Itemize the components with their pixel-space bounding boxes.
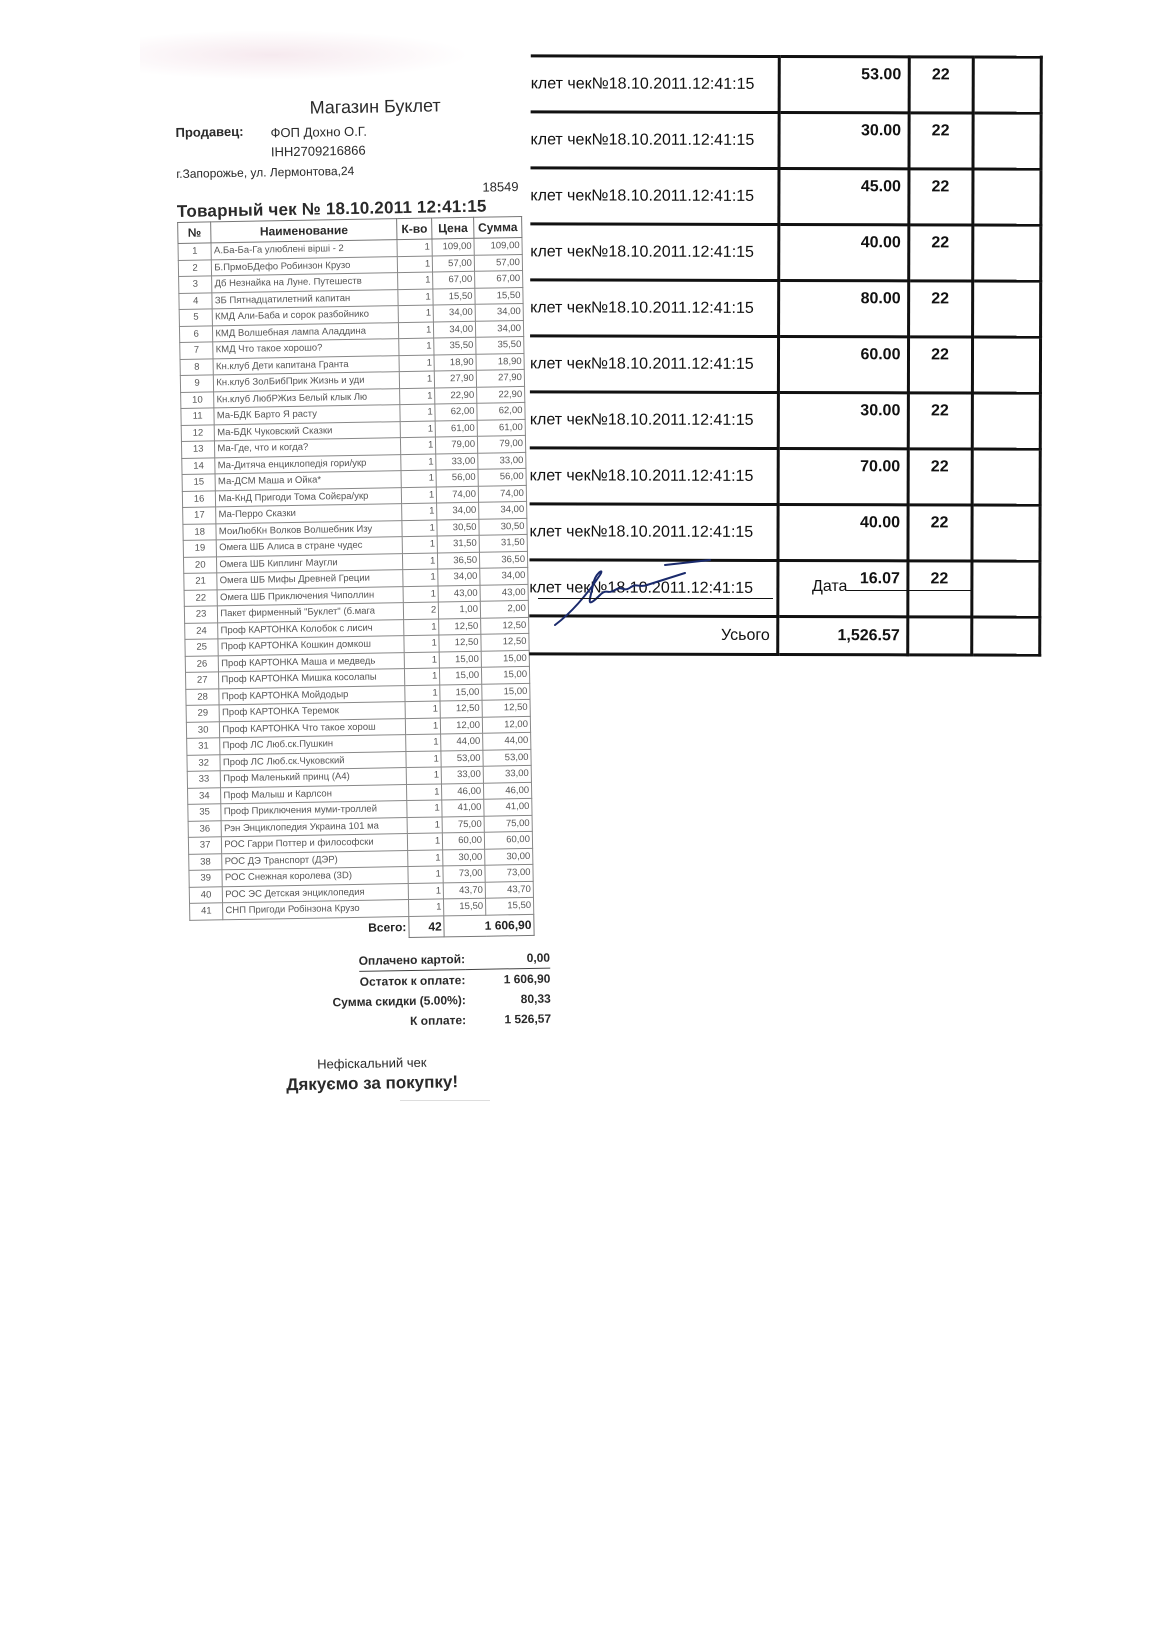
item-qty: 1 [408, 849, 444, 866]
item-name: Пакет фирменный "Буклет" (б.мага [218, 603, 404, 623]
item-qty: 1 [401, 486, 437, 503]
ledger-row [531, 56, 1041, 113]
item-sum: 109,00 [474, 237, 522, 254]
item-num: 12 [181, 424, 215, 441]
item-qty: 1 [401, 453, 437, 470]
item-price: 41,00 [442, 799, 484, 816]
ledger-row [529, 504, 1039, 561]
item-price: 53,00 [441, 750, 483, 767]
item-name: Проф ЛС Люб.ск.Пушкин [220, 735, 406, 755]
ledger-row [530, 448, 1040, 505]
col-header-sum: Сумма [474, 216, 522, 238]
item-qty: 1 [399, 355, 435, 372]
item-name: Проф КАРТОНКА Колобок с лисич [218, 619, 404, 639]
item-price: 56,00 [436, 469, 478, 486]
item-name: КМД Что такое хорошо? [213, 339, 399, 359]
item-sum: 79,00 [477, 435, 525, 452]
ledger-amount: 45.00 [778, 168, 908, 224]
paid-card-value: 0,00 [465, 947, 550, 969]
item-sum: 31,50 [479, 534, 527, 551]
item-num: 21 [184, 573, 218, 590]
item-num: 32 [187, 754, 221, 771]
ledger-qty: 22 [908, 449, 972, 505]
ledger-empty-cell [972, 337, 1040, 393]
item-num: 28 [186, 688, 220, 705]
item-qty: 1 [397, 256, 433, 273]
ledger-total-value: 1,526.57 [777, 616, 907, 654]
ledger-item-name: клет чек№18.10.2011.12:41:15 [530, 448, 778, 505]
item-num: 15 [182, 474, 216, 491]
item-price: 33,00 [436, 453, 478, 470]
item-num: 34 [188, 787, 222, 804]
item-price: 43,00 [438, 585, 480, 602]
item-num: 17 [183, 507, 217, 524]
ledger-item-name: клет чек№18.10.2011.12:41:15 [529, 504, 777, 561]
item-num: 10 [181, 391, 215, 408]
ledger-row [530, 168, 1040, 225]
item-name: Проф КАРТОНКА Маша и медведь [219, 652, 405, 672]
item-name: Проф КАРТОНКА Мишка косолапы [219, 669, 405, 689]
item-name: Ма-КнД Пригоди Тома Сойєра/укр [216, 487, 402, 507]
item-sum: 2,00 [480, 600, 528, 617]
item-qty: 1 [402, 552, 438, 569]
item-price: 43,70 [444, 882, 486, 899]
ledger-empty-cell [972, 113, 1040, 169]
payment-summary [190, 947, 551, 1034]
item-qty: 1 [400, 421, 436, 438]
item-name: РОС ДЭ Транспорт (ДЭР) [222, 850, 408, 870]
item-price: 12,00 [441, 717, 483, 734]
ledger-amount: 30.00 [778, 112, 908, 168]
item-name: Ма-Дитяча енциклопедiя гори/укр [215, 454, 401, 474]
item-price: 74,00 [437, 486, 479, 503]
item-price: 15,00 [440, 684, 482, 701]
item-name: А.Ба-Ба-Га улюбленi вiршi - 2 [211, 240, 397, 260]
item-qty: 1 [402, 519, 438, 536]
item-name: МоиЛюбКн Волков Волшебник Изу [216, 520, 402, 540]
item-name: Проф КАРТОНКА Теремок [219, 702, 405, 722]
ledger-item-name: клет чек№18.10.2011.12:41:15 [530, 168, 778, 225]
item-price: 62,00 [435, 403, 477, 420]
item-price: 73,00 [443, 865, 485, 882]
ledger-total-empty-cell [971, 617, 1039, 655]
item-name: Омега ШБ Киплинг Маугли [217, 553, 403, 573]
item-qty: 1 [403, 585, 439, 602]
item-qty: 1 [401, 503, 437, 520]
seller-name: ФОП Дохно О.Г. [270, 123, 368, 141]
item-num: 7 [180, 342, 214, 359]
item-name: Омега ШБ Алиса в стране чудес [217, 537, 403, 557]
item-sum: 46,00 [483, 782, 531, 799]
item-num: 40 [189, 886, 223, 903]
ledger-item-name: клет чек№18.10.2011.12:41:15 [529, 560, 777, 617]
item-name: Ма-БДК Барто Я расту [214, 405, 400, 425]
item-name: КМД Али-Баба и сорок разбойнико [212, 306, 398, 326]
ledger-item-name: клет чек№18.10.2011.12:41:15 [530, 392, 778, 449]
ledger-qty: 22 [908, 281, 972, 337]
item-name: Б.ПрмоБДефо Робинзон Крузо [212, 256, 398, 276]
item-name: Кн.клуб ЗолБибПрик Жизнь и уди [214, 372, 400, 392]
ledger-qty: 22 [907, 505, 971, 561]
item-qty: 1 [397, 239, 433, 256]
item-sum: 35,50 [476, 336, 524, 353]
item-num: 31 [187, 738, 221, 755]
ledger-empty-cell [972, 169, 1040, 225]
item-qty: 1 [399, 388, 435, 405]
item-sum: 67,00 [475, 270, 523, 287]
ledger-amount: 30.00 [778, 392, 908, 448]
ledger-qty: 22 [908, 337, 972, 393]
item-sum: 53,00 [483, 749, 531, 766]
seller-inn: IНН2709216866 [270, 142, 366, 160]
item-num: 2 [178, 259, 212, 276]
seller-address: г.Запорожье, ул. Лермонтова,24 [176, 163, 355, 181]
ledger-item-name: клет чек№18.10.2011.12:41:15 [530, 224, 778, 281]
item-price: 46,00 [442, 783, 484, 800]
item-name: Проф Приключения муми-троллей [221, 801, 407, 821]
item-name: Ма-БДК Чуковский Сказки [215, 421, 401, 441]
ledger-qty: 22 [909, 57, 973, 113]
item-sum: 15,00 [481, 666, 529, 683]
thanks-message: Дякуємо за покупку! [286, 1071, 459, 1094]
item-price: 15,50 [433, 288, 475, 305]
item-price: 15,50 [444, 898, 486, 915]
item-name: Ма-ДСМ Маша и Ойка* [215, 471, 401, 491]
item-num: 33 [187, 771, 221, 788]
item-qty: 1 [400, 404, 436, 421]
item-price: 30,00 [443, 849, 485, 866]
item-name: Проф КАРТОНКА Что такое хорош [220, 718, 406, 738]
remaining-label: Остаток к оплате: [359, 972, 466, 989]
item-num: 3 [179, 276, 213, 293]
item-sum: 34,00 [480, 567, 528, 584]
item-num: 22 [184, 589, 218, 606]
item-price: 67,00 [433, 271, 475, 288]
ledger-empty-cell [971, 561, 1039, 617]
item-price: 34,00 [434, 321, 476, 338]
ledger-qty: 22 [908, 393, 972, 449]
item-num: 39 [189, 870, 223, 887]
item-price: 30,50 [437, 519, 479, 536]
item-name: РОС ЭС Детская энциклопедия [223, 883, 409, 903]
item-sum: 34,00 [475, 320, 523, 337]
item-name: РОС Снежная королева (3D) [222, 867, 408, 887]
item-price: 75,00 [442, 816, 484, 833]
signature [545, 555, 745, 635]
item-qty: 1 [405, 701, 441, 718]
col-header-qty: К-во [396, 218, 432, 240]
ledger-row [530, 280, 1040, 337]
item-name: Ма-Перро Сказки [216, 504, 402, 524]
nonfiscal-note: Нефiскальний чек [317, 1054, 427, 1072]
item-sum: 33,00 [483, 765, 531, 782]
item-num: 23 [184, 606, 218, 623]
item-qty: 2 [403, 602, 439, 619]
item-num: 41 [190, 903, 224, 920]
item-sum: 75,00 [484, 815, 532, 832]
item-qty: 1 [399, 338, 435, 355]
item-num: 9 [180, 375, 214, 392]
ledger-qty: 22 [907, 561, 971, 617]
item-num: 19 [183, 540, 217, 557]
item-price: 18,90 [434, 354, 476, 371]
total-qty: 42 [409, 915, 445, 937]
item-name: Рэн Энциклопедия Украина 101 ма [221, 817, 407, 837]
item-num: 38 [189, 853, 223, 870]
item-name: Проф ЛС Люб.ск.Чуковский [220, 751, 406, 771]
ledger-amount: 80.00 [778, 280, 908, 336]
item-num: 24 [185, 622, 219, 639]
item-sum: 41,00 [484, 798, 532, 815]
item-qty: 1 [408, 882, 444, 899]
item-qty: 1 [404, 668, 440, 685]
items-table [177, 216, 535, 941]
item-qty: 1 [407, 816, 443, 833]
item-sum: 15,00 [481, 650, 529, 667]
discount-label: Сумма скидки (5.00%): [332, 992, 466, 1009]
item-num: 5 [179, 309, 213, 326]
ledger-empty-cell [972, 393, 1040, 449]
ledger-total-label: Усього [529, 616, 777, 655]
item-num: 1 [178, 243, 212, 260]
item-qty: 1 [407, 800, 443, 817]
ledger-amount: 60.00 [778, 336, 908, 392]
item-qty: 1 [398, 305, 434, 322]
item-price: 1,00 [439, 601, 481, 618]
item-sum: 57,00 [474, 254, 522, 271]
total-sum: 1 606,90 [444, 914, 534, 937]
ledger-row [530, 336, 1040, 393]
item-price: 79,00 [436, 436, 478, 453]
item-name: Омега ШБ Мифы Древней Греции [217, 570, 403, 590]
item-sum: 34,00 [475, 303, 523, 320]
ledger-qty: 22 [908, 113, 972, 169]
item-sum: 74,00 [478, 485, 526, 502]
item-qty: 1 [397, 272, 433, 289]
ledger-amount: 40.00 [777, 504, 907, 560]
items-body [178, 237, 534, 919]
ledger-amount: 16.07 [777, 560, 907, 616]
receipt-title: Товарный чек № 18.10.2011 12:41:15 [176, 196, 487, 221]
item-sum: 12,00 [482, 716, 530, 733]
item-name: Омега ШБ Приключения Чиполлин [217, 586, 403, 606]
item-sum: 30,00 [485, 848, 533, 865]
item-qty: 1 [408, 899, 444, 916]
item-price: 12,50 [439, 618, 481, 635]
item-qty: 1 [401, 470, 437, 487]
item-price: 60,00 [443, 832, 485, 849]
paid-card-label: Оплачено картой: [358, 949, 465, 972]
item-price: 31,50 [437, 535, 479, 552]
item-qty: 1 [402, 536, 438, 553]
item-price: 12,50 [439, 634, 481, 651]
item-num: 36 [188, 820, 222, 837]
item-sum: 43,00 [480, 584, 528, 601]
item-sum: 15,50 [475, 287, 523, 304]
item-num: 30 [186, 721, 220, 738]
item-num: 35 [188, 804, 222, 821]
ledger-item-name: клет чек№18.10.2011.12:41:15 [530, 336, 778, 393]
item-num: 14 [182, 457, 216, 474]
item-sum: 12,50 [482, 699, 530, 716]
ledger-item-name: клет чек№18.10.2011.12:41:15 [530, 112, 778, 169]
item-num: 8 [180, 358, 214, 375]
item-name: СНП Пригоди Робiнзона Крузо [223, 900, 409, 920]
item-qty: 1 [406, 783, 442, 800]
item-qty: 1 [398, 289, 434, 306]
item-sum: 34,00 [479, 501, 527, 518]
scan-mark [400, 1100, 490, 1101]
item-num: 20 [183, 556, 217, 573]
item-sum: 36,50 [479, 551, 527, 568]
remaining-value: 1 606,90 [503, 971, 551, 986]
item-num: 6 [179, 325, 213, 342]
ledger-empty-cell [972, 225, 1040, 281]
item-qty: 1 [404, 635, 440, 652]
item-qty: 1 [399, 371, 435, 388]
ledger-empty-cell [973, 57, 1041, 113]
ledger-amount: 40.00 [778, 224, 908, 280]
item-price: 44,00 [441, 733, 483, 750]
item-price: 61,00 [435, 420, 477, 437]
item-num: 13 [181, 441, 215, 458]
date-field [812, 578, 972, 596]
item-qty: 1 [404, 651, 440, 668]
item-sum: 33,00 [478, 452, 526, 469]
item-qty: 1 [408, 866, 444, 883]
item-qty: 1 [407, 833, 443, 850]
col-header-name: Наименование [211, 219, 397, 243]
document-number: 18549 [482, 179, 519, 195]
item-num: 29 [186, 705, 220, 722]
item-qty: 1 [406, 767, 442, 784]
item-qty: 1 [403, 569, 439, 586]
item-sum: 12,50 [481, 633, 529, 650]
to-pay-value: 1 526,57 [504, 1011, 552, 1026]
item-sum: 15,00 [482, 683, 530, 700]
item-sum: 73,00 [485, 864, 533, 881]
item-qty: 1 [406, 734, 442, 751]
item-price: 57,00 [433, 255, 475, 272]
item-price: 22,90 [435, 387, 477, 404]
item-qty: 1 [400, 437, 436, 454]
seller-block [175, 119, 536, 163]
item-sum: 44,00 [483, 732, 531, 749]
item-sum: 12,50 [481, 617, 529, 634]
item-sum: 60,00 [484, 831, 532, 848]
shop-name: Магазин Буклет [309, 95, 441, 118]
item-sum: 30,50 [479, 518, 527, 535]
item-sum: 22,90 [477, 386, 525, 403]
item-sum: 61,00 [477, 419, 525, 436]
item-num: 16 [182, 490, 216, 507]
item-sum: 56,00 [478, 468, 526, 485]
col-header-num: № [178, 222, 212, 244]
item-name: РОС Гарри Поттер и философски [222, 834, 408, 854]
item-sum: 27,90 [476, 369, 524, 386]
ledger-row [530, 224, 1040, 281]
item-qty: 1 [405, 684, 441, 701]
col-header-price: Цена [432, 217, 474, 239]
item-name: Проф Маленький принц (А4) [221, 768, 407, 788]
item-price: 35,50 [434, 337, 476, 354]
item-price: 34,00 [437, 502, 479, 519]
item-name: Проф КАРТОНКА Мойдодыр [219, 685, 405, 705]
item-num: 18 [183, 523, 217, 540]
item-num: 26 [185, 655, 219, 672]
item-price: 109,00 [432, 238, 474, 255]
item-name: Кн.клуб Дети капитана Гранта [213, 355, 399, 375]
ledger-amount: 70.00 [778, 448, 908, 504]
ledger-qty: 22 [908, 169, 972, 225]
item-sum: 15,50 [485, 897, 533, 914]
item-price: 34,00 [438, 568, 480, 585]
item-price: 36,50 [438, 552, 480, 569]
item-name: Проф Малыш и Карлсон [221, 784, 407, 804]
item-sum: 18,90 [476, 353, 524, 370]
item-price: 34,00 [433, 304, 475, 321]
ledger-total-qty-cell [907, 617, 971, 655]
ledger-qty: 22 [908, 225, 972, 281]
stamp-smudge [140, 30, 470, 80]
item-price: 27,90 [435, 370, 477, 387]
signature-line [538, 598, 773, 599]
item-name: Дб Незнайка на Луне. Путешеств [212, 273, 398, 293]
item-num: 37 [188, 837, 222, 854]
item-qty: 1 [405, 717, 441, 734]
ledger-empty-cell [972, 281, 1040, 337]
ledger-item-name: клет чек№18.10.2011.12:41:15 [531, 56, 779, 113]
discount-value: 80,33 [520, 991, 551, 1006]
item-qty: 1 [398, 322, 434, 339]
seller-label: Продавец: [175, 123, 244, 140]
item-price: 12,50 [440, 700, 482, 717]
date-label: Дата [812, 578, 848, 595]
item-price: 15,00 [439, 651, 481, 668]
item-name: Ма-Где, что и когда? [215, 438, 401, 458]
item-name: Кн.клуб ЛюбРЖиз Белый клык Лю [214, 388, 400, 408]
item-num: 25 [185, 639, 219, 656]
ledger-empty-cell [972, 449, 1040, 505]
ledger-empty-cell [971, 505, 1039, 561]
ledger-body [529, 56, 1040, 617]
ledger-amount: 53.00 [779, 56, 909, 112]
receipt [175, 94, 552, 1097]
item-name: КМД Волшебная лампа Аладдина [213, 322, 399, 342]
item-qty: 1 [403, 618, 439, 635]
item-name: ЗБ Пятнадцатилетний капитан [212, 289, 398, 309]
item-qty: 1 [406, 750, 442, 767]
item-sum: 43,70 [485, 881, 533, 898]
item-num: 4 [179, 292, 213, 309]
item-price: 33,00 [442, 766, 484, 783]
item-sum: 62,00 [477, 402, 525, 419]
ledger-row [530, 112, 1040, 169]
item-name: Проф КАРТОНКА Кошкин домкош [218, 636, 404, 656]
total-label: Всего: [368, 919, 407, 935]
item-price: 15,00 [440, 667, 482, 684]
item-num: 11 [181, 408, 215, 425]
to-pay-label: К оплате: [409, 1012, 467, 1028]
item-num: 27 [185, 672, 219, 689]
ledger-item-name: клет чек№18.10.2011.12:41:15 [530, 280, 778, 337]
ledger-row [530, 392, 1040, 449]
